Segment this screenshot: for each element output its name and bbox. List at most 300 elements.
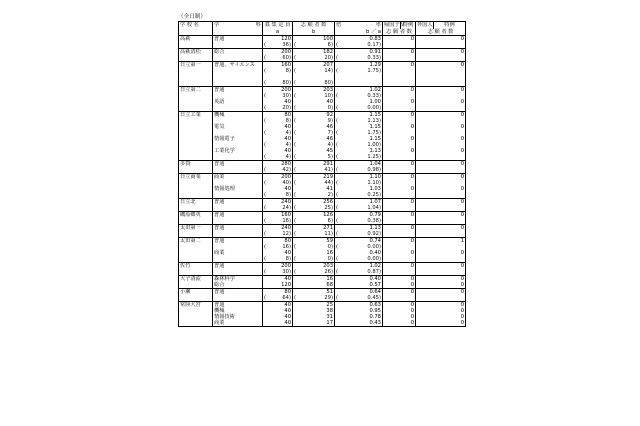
- paren-open: (: [336, 55, 339, 61]
- sub-value: 7): [327, 130, 333, 136]
- returnee-cell: 0: [383, 99, 416, 105]
- applicants-cell: 59: [293, 238, 335, 245]
- table-row: [179, 320, 466, 327]
- paren-open: (: [294, 118, 297, 124]
- foreign-cell: 0: [416, 199, 466, 206]
- course-name-cell: 機械: [213, 308, 263, 314]
- sub-value: 1.25): [367, 154, 381, 160]
- foreign-cell: 0: [416, 308, 466, 314]
- course-name-cell: 商業: [213, 320, 263, 327]
- capacity-cell: 200: [263, 174, 293, 181]
- course-name-cell: 情報技術: [213, 314, 263, 320]
- paren-open: (: [264, 295, 267, 301]
- school-name-cell: 太田第二: [179, 238, 213, 245]
- col-foreign-a: 外国人: [417, 22, 433, 28]
- paren-open: (: [264, 130, 267, 136]
- ratio-cell: 0.78: [335, 314, 383, 320]
- sub-value: 42): [282, 167, 291, 173]
- paren-open: (: [336, 167, 339, 173]
- sub-value: 0.98): [367, 167, 381, 173]
- school-name-cell: 高萩清松: [179, 49, 213, 56]
- table-body: [179, 36, 466, 327]
- sub-value: 16): [282, 244, 291, 250]
- paren-open: (: [264, 192, 267, 198]
- returnee-cell: 0: [383, 308, 416, 314]
- capacity-cell: 280: [263, 161, 293, 168]
- sub-value: 0): [327, 105, 333, 111]
- foreign-cell: 0: [416, 161, 466, 168]
- capacity-cell: 40: [263, 124, 293, 130]
- capacity-cell: 120: [263, 282, 293, 289]
- course-name-cell: 電気: [213, 124, 263, 130]
- applicants-cell: 45: [293, 148, 335, 154]
- paren-open: (: [264, 42, 267, 48]
- col-returnee-a: 帰国子女: [384, 22, 405, 28]
- course-name-cell: 普通: [213, 225, 263, 232]
- paren-open: (: [294, 295, 297, 301]
- foreign-cell: 0: [416, 62, 466, 69]
- capacity-cell: 200: [263, 263, 293, 270]
- course-name-cell: 商業: [213, 174, 263, 181]
- school-name-cell: 日立北: [179, 199, 213, 206]
- foreign-cell: 0: [416, 186, 466, 192]
- ratio-cell: 0.83: [335, 36, 383, 43]
- admission-table-sheet: [178, 14, 465, 327]
- sub-value: 80): [324, 80, 333, 86]
- returnee-cell: 0: [383, 282, 416, 289]
- returnee-cell: 0: [383, 320, 416, 327]
- paren-open: (: [294, 154, 297, 160]
- foreign-cell: 1: [416, 238, 466, 245]
- sub-value: 20): [282, 105, 291, 111]
- paren-open: (: [294, 231, 297, 237]
- returnee-cell: 0: [383, 87, 416, 94]
- foreign-cell: 0: [416, 289, 466, 296]
- course-name-cell: 普通: [213, 238, 263, 245]
- capacity-cell: 40: [263, 250, 293, 256]
- paren-open: (: [336, 154, 339, 160]
- foreign-cell: 0: [416, 282, 466, 289]
- sub-value: 30): [282, 93, 291, 99]
- sub-value: 8): [285, 68, 291, 74]
- applicants-cell: 51: [293, 289, 335, 296]
- capacity-cell: 40: [263, 276, 293, 283]
- paren-open: (: [264, 180, 267, 186]
- foreign-cell: 0: [416, 263, 466, 270]
- paren-open: (: [294, 180, 297, 186]
- applicants-cell: 100: [293, 36, 335, 43]
- sub-value: 0): [327, 256, 333, 262]
- paren-open: (: [294, 142, 297, 148]
- capacity-cell: 200: [263, 49, 293, 56]
- applicants-cell: 207: [293, 62, 335, 69]
- paren-open: (: [336, 244, 339, 250]
- course-name-cell: 普通: [213, 289, 263, 296]
- sub-value: 64): [282, 295, 291, 301]
- applicants-cell: 17: [293, 320, 335, 327]
- sub-value: 1.04): [367, 205, 381, 211]
- sub-value: 41): [324, 167, 333, 173]
- col-course-b: 科: [255, 22, 261, 28]
- paren-open: (: [264, 105, 267, 111]
- returnee-cell: 0: [383, 112, 416, 119]
- paren-open: (: [294, 218, 297, 224]
- ratio-cell: 1.04: [335, 161, 383, 168]
- paren-open: (: [294, 256, 297, 262]
- foreign-cell: 0: [416, 148, 466, 154]
- ratio-cell: 1.13: [335, 225, 383, 232]
- paren-open: (: [264, 218, 267, 224]
- sub-value: 40): [282, 180, 291, 186]
- sub-value: 0.45): [367, 295, 381, 301]
- capacity-cell: 160: [263, 212, 293, 219]
- paren-open: (: [336, 93, 339, 99]
- applicants-cell: 25: [293, 302, 335, 309]
- course-name-cell: 情報処理: [213, 186, 263, 192]
- paren-open: (: [264, 256, 267, 262]
- sub-value: 0.92): [367, 231, 381, 237]
- applicants-cell: 40: [293, 99, 335, 105]
- sub-value: 80): [282, 80, 291, 86]
- paren-open: (: [336, 205, 339, 211]
- applicants-cell: 31: [293, 314, 335, 320]
- applicants-cell: 38: [293, 308, 335, 314]
- foreign-cell: 0: [416, 112, 466, 119]
- sub-value: 1.00): [367, 142, 381, 148]
- capacity-cell: 240: [263, 199, 293, 206]
- sub-value: 30): [282, 269, 291, 275]
- paren-open: (: [294, 55, 297, 61]
- sub-value: 1.10): [367, 180, 381, 186]
- applicants-cell: 271: [293, 225, 335, 232]
- sub-value: 0.33): [367, 55, 381, 61]
- course-name-cell: 普通: [213, 161, 263, 168]
- ratio-cell: 0.57: [335, 282, 383, 289]
- course-name-cell: 普通、サイエンス: [213, 62, 263, 69]
- ratio-cell: 1.15: [335, 136, 383, 142]
- ratio-cell: 0.79: [335, 212, 383, 219]
- capacity-cell: 160: [263, 62, 293, 69]
- paren-open: (: [294, 80, 297, 86]
- sub-value: 0.87): [367, 269, 381, 275]
- paren-open: (: [294, 244, 297, 250]
- sub-value: 12): [282, 231, 291, 237]
- paren-open: (: [264, 269, 267, 275]
- foreign-cell: 0: [416, 250, 466, 256]
- sub-value: 5): [327, 154, 333, 160]
- sub-value: 1.75): [367, 68, 381, 74]
- col-course-a: 学: [214, 22, 220, 28]
- sub-value: 4): [285, 130, 291, 136]
- applicants-cell: 256: [293, 199, 335, 206]
- returnee-cell: 0: [383, 250, 416, 256]
- sub-value: 6): [327, 42, 333, 48]
- paren-open: (: [336, 42, 339, 48]
- col-returnee-sub: 志 願 者 数: [383, 29, 416, 36]
- capacity-cell: 40: [263, 99, 293, 105]
- returnee-cell: 0: [383, 49, 416, 56]
- applicants-cell: 203: [293, 87, 335, 94]
- paren-open: (: [336, 180, 339, 186]
- paren-open: (: [294, 93, 297, 99]
- applicants-cell: 126: [293, 212, 335, 219]
- sub-value: 9): [327, 118, 333, 124]
- foreign-cell: 0: [416, 99, 466, 105]
- returnee-cell: 0: [383, 302, 416, 309]
- returnee-cell: 0: [383, 225, 416, 232]
- school-name-cell: 常陸大宮: [179, 302, 213, 309]
- course-name-cell: 普通: [213, 199, 263, 206]
- col-ratio-a: 倍: [336, 22, 342, 28]
- sub-value: 14): [324, 68, 333, 74]
- capacity-cell: 200: [263, 87, 293, 94]
- ratio-cell: 1.00: [335, 99, 383, 105]
- sub-value: 0): [327, 244, 333, 250]
- ratio-cell: 0.40: [335, 250, 383, 256]
- ratio-cell: 1.10: [335, 174, 383, 181]
- school-name-cell: 小瀬: [179, 289, 213, 296]
- capacity-cell: 80: [263, 289, 293, 296]
- ratio-cell: 1.13: [335, 148, 383, 154]
- applicants-cell: 291: [293, 161, 335, 168]
- sub-value: 4): [285, 142, 291, 148]
- sub-value: 10): [324, 93, 333, 99]
- applicants-cell: 16: [293, 250, 335, 256]
- sub-value: 0.00): [367, 244, 381, 250]
- school-name-cell: 日立第一: [179, 62, 213, 69]
- capacity-cell: 40: [263, 308, 293, 314]
- returnee-cell: 0: [383, 314, 416, 320]
- paren-open: (: [336, 68, 339, 74]
- applicants-cell: 46: [293, 136, 335, 142]
- sub-value: 4): [285, 154, 291, 160]
- sub-value: 0.00): [367, 256, 381, 262]
- school-name-cell: 日立第二: [179, 87, 213, 94]
- applicants-cell: 16: [293, 276, 335, 283]
- capacity-cell: 120: [263, 36, 293, 43]
- ratio-cell: 0.74: [335, 238, 383, 245]
- ratio-cell: 1.03: [335, 186, 383, 192]
- foreign-cell: 0: [416, 225, 466, 232]
- paren-open: (: [336, 231, 339, 237]
- paren-open: (: [264, 244, 267, 250]
- returnee-cell: 0: [383, 186, 416, 192]
- paren-open: (: [294, 269, 297, 275]
- col-foreign-b: 特例: [434, 22, 466, 30]
- foreign-cell: 0: [416, 212, 466, 219]
- paren-open: (: [336, 256, 339, 262]
- returnee-cell: 0: [383, 263, 416, 270]
- paren-open: (: [264, 118, 267, 124]
- paren-open: (: [264, 68, 267, 74]
- course-name-cell: 情報電子: [213, 136, 263, 142]
- foreign-cell: 0: [416, 36, 466, 43]
- paren-open: (: [264, 55, 267, 61]
- ratio-cell: 1.29: [335, 62, 383, 69]
- paren-open: (: [294, 130, 297, 136]
- sub-value: 29): [324, 295, 333, 301]
- foreign-cell: 0: [416, 49, 466, 56]
- foreign-cell: 0: [416, 320, 466, 327]
- paren-open: (: [336, 269, 339, 275]
- returnee-cell: 0: [383, 62, 416, 69]
- course-name-cell: 総合: [213, 49, 263, 56]
- foreign-cell: 0: [416, 136, 466, 142]
- returnee-cell: 0: [383, 212, 416, 219]
- capacity-cell: 240: [263, 225, 293, 232]
- returnee-cell: 0: [383, 276, 416, 283]
- paren-open: (: [336, 218, 339, 224]
- capacity-cell: 40: [263, 320, 293, 327]
- school-name-cell: 磯原郷英: [179, 212, 213, 219]
- ratio-cell: 0.43: [335, 320, 383, 327]
- foreign-cell: 0: [416, 314, 466, 320]
- col-returnee-b: 特例: [401, 22, 416, 30]
- paren-open: (: [264, 142, 267, 148]
- returnee-cell: 0: [383, 124, 416, 130]
- ratio-cell: 0.64: [335, 289, 383, 296]
- foreign-cell: 0: [416, 276, 466, 283]
- col-applicants-sub: b: [293, 29, 335, 36]
- paren-open: (: [264, 205, 267, 211]
- sub-value: 20): [324, 55, 333, 61]
- capacity-cell: 40: [263, 314, 293, 320]
- applicants-cell: 219: [293, 174, 335, 181]
- school-name-cell: 多賀: [179, 161, 213, 168]
- foreign-cell: 0: [416, 124, 466, 130]
- applicants-cell: 68: [293, 282, 335, 289]
- col-ratio-sub: b ／ a: [335, 29, 383, 36]
- sub-value: 0.38): [367, 218, 381, 224]
- sub-value: 16): [282, 218, 291, 224]
- applicants-cell: 182: [293, 49, 335, 56]
- table-heading: （全日制）: [178, 14, 206, 20]
- applicants-cell: 92: [293, 112, 335, 119]
- sub-value: 8): [285, 256, 291, 262]
- col-ratio-b: 率: [375, 22, 381, 28]
- foreign-cell: 0: [416, 174, 466, 181]
- course-name-cell: 普通: [213, 87, 263, 94]
- sub-value: 0.33): [367, 93, 381, 99]
- school-name-cell: 大子清流: [179, 276, 213, 283]
- sub-value: 24): [282, 205, 291, 211]
- paren-open: (: [294, 68, 297, 74]
- paren-open: (: [336, 118, 339, 124]
- returnee-cell: 0: [383, 136, 416, 142]
- ratio-cell: 0.63: [335, 302, 383, 309]
- capacity-cell: 40: [263, 302, 293, 309]
- col-course: [213, 22, 263, 30]
- paren-open: (: [294, 167, 297, 173]
- sub-value: 8): [285, 118, 291, 124]
- paren-open: (: [294, 42, 297, 48]
- sub-value: 11): [324, 231, 333, 237]
- ratio-cell: 0.40: [335, 276, 383, 283]
- course-name-cell: 普通: [213, 302, 263, 309]
- school-name-cell: 高萩: [179, 36, 213, 43]
- returnee-cell: 0: [383, 289, 416, 296]
- returnee-cell: 0: [383, 174, 416, 181]
- paren-open: (: [336, 130, 339, 136]
- sub-value: 0.17): [367, 42, 381, 48]
- school-name-cell: 太田第一: [179, 225, 213, 232]
- col-capacity: 募 集 定 員: [263, 22, 293, 30]
- col-foreign-sub: 志 願 者 数: [416, 29, 466, 36]
- school-name-cell: [179, 320, 213, 327]
- paren-open: (: [294, 105, 297, 111]
- paren-open: (: [264, 167, 267, 173]
- ratio-cell: 1.02: [335, 87, 383, 94]
- sub-value: 2): [327, 192, 333, 198]
- school-name-cell: 佐竹: [179, 263, 213, 270]
- applicants-cell: 203: [293, 263, 335, 270]
- returnee-cell: 0: [383, 148, 416, 154]
- school-name-cell: 日立工業: [179, 112, 213, 119]
- sub-value: 1.13): [367, 118, 381, 124]
- sub-value: 44): [324, 180, 333, 186]
- course-name-cell: 機械: [213, 112, 263, 119]
- ratio-cell: 1.15: [335, 124, 383, 130]
- course-name-cell: 森林科学: [213, 276, 263, 283]
- returnee-cell: 0: [383, 161, 416, 168]
- paren-open: (: [294, 205, 297, 211]
- capacity-cell: 80: [263, 238, 293, 245]
- capacity-cell: 80: [263, 112, 293, 119]
- col-capacity-sub: a: [263, 29, 293, 36]
- course-name-cell: 普通: [213, 263, 263, 270]
- ratio-cell: 1.15: [335, 112, 383, 119]
- sub-value: 8): [285, 192, 291, 198]
- sub-value: 36): [282, 42, 291, 48]
- returnee-cell: 0: [383, 238, 416, 245]
- sub-value: 4): [327, 142, 333, 148]
- paren-open: (: [294, 192, 297, 198]
- sub-value: 0.25): [367, 192, 381, 198]
- applicants-cell: 46: [293, 124, 335, 130]
- applicants-cell: 41: [293, 186, 335, 192]
- sub-value: 26): [324, 269, 333, 275]
- course-name-cell: 総合: [213, 282, 263, 289]
- sub-value: 25): [324, 205, 333, 211]
- school-name-cell: 日立商業: [179, 174, 213, 181]
- course-name-cell: 英語: [213, 99, 263, 105]
- col-ratio: [335, 22, 383, 30]
- course-name-cell: 普通: [213, 212, 263, 219]
- paren-open: (: [264, 154, 267, 160]
- applicant-table: [178, 21, 466, 327]
- paren-open: (: [336, 142, 339, 148]
- capacity-cell: 40: [263, 186, 293, 192]
- col-applicants: 志 願 者 数: [293, 22, 335, 30]
- paren-open: (: [264, 80, 267, 86]
- paren-open: (: [336, 295, 339, 301]
- foreign-cell: 0: [416, 302, 466, 309]
- sub-value: 0.00): [367, 105, 381, 111]
- course-name-cell: 工業化学: [213, 148, 263, 154]
- paren-open: (: [264, 231, 267, 237]
- sub-value: 1.75): [367, 130, 381, 136]
- returnee-cell: 0: [383, 36, 416, 43]
- paren-open: (: [336, 105, 339, 111]
- header-row: [179, 22, 466, 30]
- ratio-cell: 0.95: [335, 308, 383, 314]
- returnee-cell: 0: [383, 199, 416, 206]
- sub-value: 6): [327, 218, 333, 224]
- course-name-cell: 商業: [213, 250, 263, 256]
- col-school: 学 校 名: [179, 22, 213, 30]
- course-name-cell: 普通: [213, 36, 263, 43]
- ratio-cell: 1.02: [335, 263, 383, 270]
